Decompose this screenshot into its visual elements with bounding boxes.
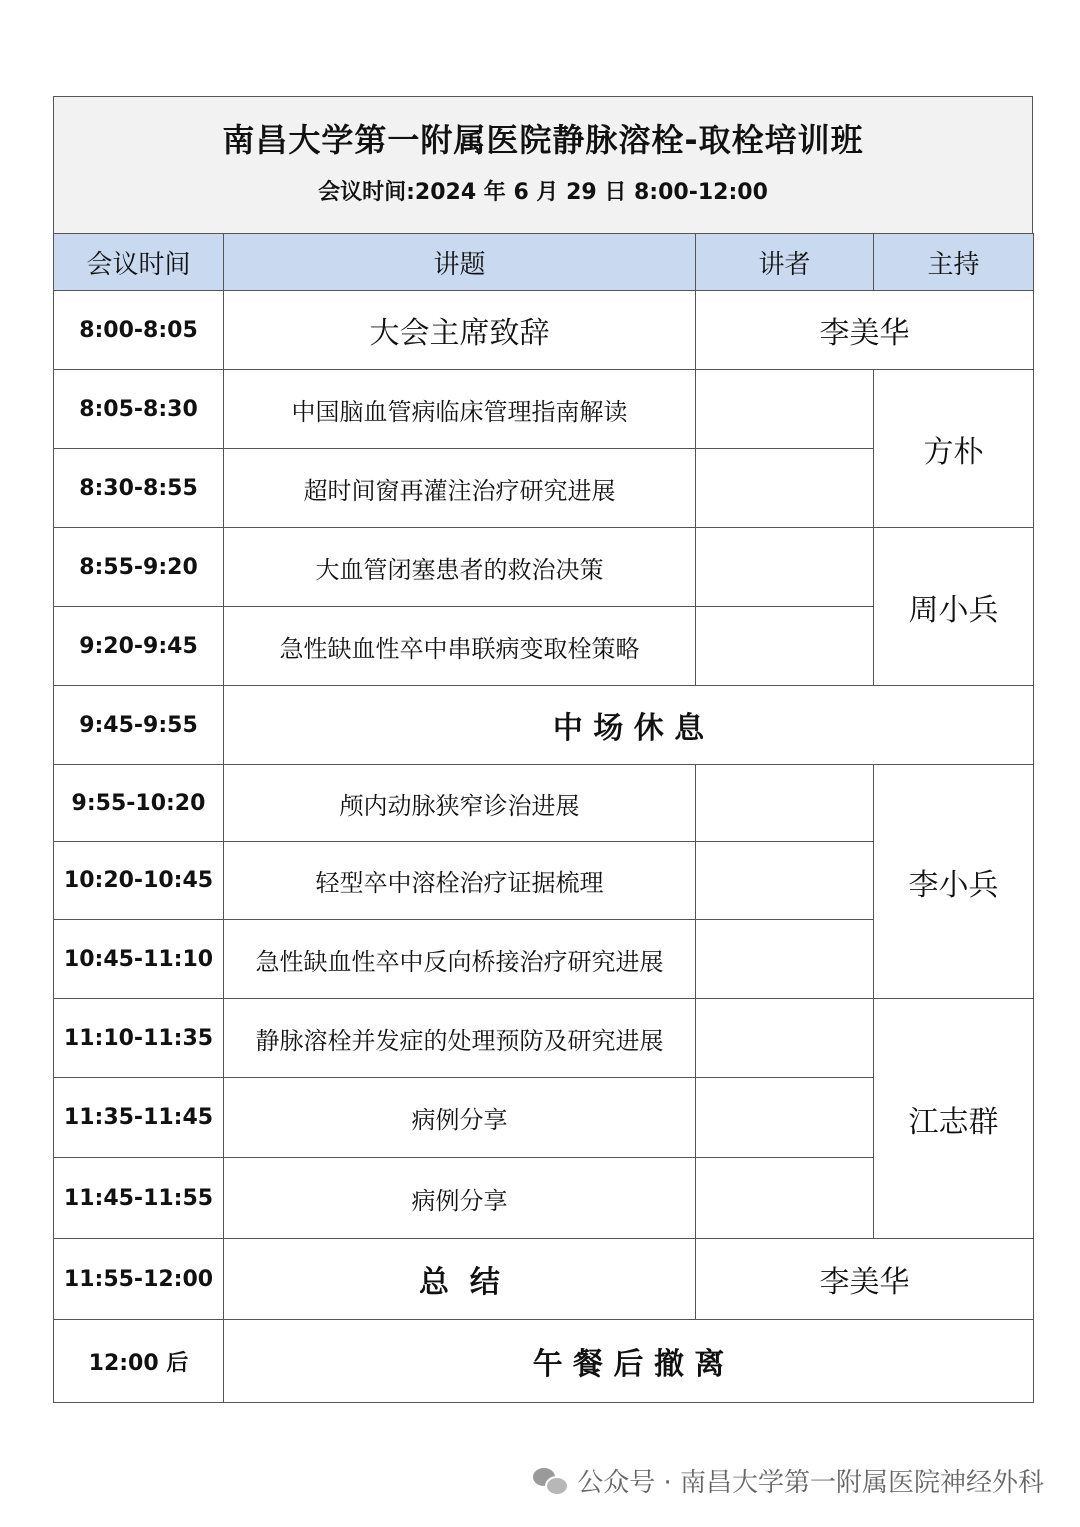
table-row <box>54 999 1034 1078</box>
topic-cell: 轻型卒中溶栓治疗证据梳理 <box>224 842 696 920</box>
time-cell: 9:45-9:55 <box>54 686 224 765</box>
col-header-time: 会议时间 <box>54 234 224 291</box>
speaker-cell <box>696 528 874 607</box>
table-row <box>54 1320 1034 1403</box>
time-cell: 8:05-8:30 <box>54 370 224 449</box>
wechat-icon <box>533 1468 567 1494</box>
host-cell: 周小兵 <box>874 528 1034 686</box>
col-header-topic: 讲题 <box>224 234 696 291</box>
host-cell: 方朴 <box>874 370 1034 528</box>
col-header-speaker: 讲者 <box>696 234 874 291</box>
time-cell: 11:55-12:00 <box>54 1239 224 1320</box>
table-row <box>54 370 1034 449</box>
col-header-host: 主持 <box>874 234 1034 291</box>
topic-cell: 中国脑血管病临床管理指南解读 <box>224 370 696 449</box>
topic-cell: 大血管闭塞患者的救治决策 <box>224 528 696 607</box>
time-cell: 10:20-10:45 <box>54 842 224 920</box>
table-row <box>54 765 1034 842</box>
speaker-cell <box>696 1078 874 1158</box>
table-row <box>54 528 1034 607</box>
speaker-cell <box>696 999 874 1078</box>
time-cell: 11:45-11:55 <box>54 1158 224 1239</box>
time-cell: 8:00-8:05 <box>54 291 224 370</box>
schedule-table <box>53 233 1034 1403</box>
time-cell: 12:00 后 <box>54 1320 224 1403</box>
topic-cell: 总 结 <box>224 1239 696 1320</box>
time-cell: 9:55-10:20 <box>54 765 224 842</box>
speaker-cell <box>696 920 874 999</box>
footer <box>533 1462 1044 1499</box>
schedule-sheet <box>53 96 1033 1403</box>
topic-cell: 急性缺血性卒中串联病变取栓策略 <box>224 607 696 686</box>
page-title: 南昌大学第一附属医院静脉溶栓-取栓培训班 <box>222 121 864 159</box>
table-row <box>54 1239 1034 1320</box>
host-cell: 李小兵 <box>874 765 1034 999</box>
topic-cell: 病例分享 <box>224 1078 696 1158</box>
meeting-time: 会议时间:2024 年 6 月 29 日 8:00-12:00 <box>318 180 768 205</box>
topic-cell: 静脉溶栓并发症的处理预防及研究进展 <box>224 999 696 1078</box>
topic-cell: 颅内动脉狭窄诊治进展 <box>224 765 696 842</box>
speaker-cell <box>696 842 874 920</box>
table-row <box>54 686 1034 765</box>
time-cell: 8:55-9:20 <box>54 528 224 607</box>
break-cell: 中 场 休 息 <box>224 686 1034 765</box>
time-cell: 11:10-11:35 <box>54 999 224 1078</box>
host-cell: 江志群 <box>874 999 1034 1239</box>
topic-cell: 病例分享 <box>224 1158 696 1239</box>
time-cell: 11:35-11:45 <box>54 1078 224 1158</box>
speaker-cell <box>696 370 874 449</box>
lunch-cell: 午 餐 后 撤 离 <box>224 1320 1034 1403</box>
topic-cell: 超时间窗再灌注治疗研究进展 <box>224 449 696 528</box>
speaker-cell: 李美华 <box>696 1239 1034 1320</box>
speaker-cell <box>696 1158 874 1239</box>
time-cell: 8:30-8:55 <box>54 449 224 528</box>
header-row <box>54 234 1034 291</box>
footer-text: 公众号 · 南昌大学第一附属医院神经外科 <box>577 1468 1044 1498</box>
table-row <box>54 291 1034 370</box>
speaker-cell: 李美华 <box>696 291 1034 370</box>
topic-cell: 急性缺血性卒中反向桥接治疗研究进展 <box>224 920 696 999</box>
speaker-cell <box>696 765 874 842</box>
topic-cell: 大会主席致辞 <box>224 291 696 370</box>
time-cell: 9:20-9:45 <box>54 607 224 686</box>
speaker-cell <box>696 607 874 686</box>
time-cell: 10:45-11:10 <box>54 920 224 999</box>
speaker-cell <box>696 449 874 528</box>
title-box <box>53 96 1033 233</box>
